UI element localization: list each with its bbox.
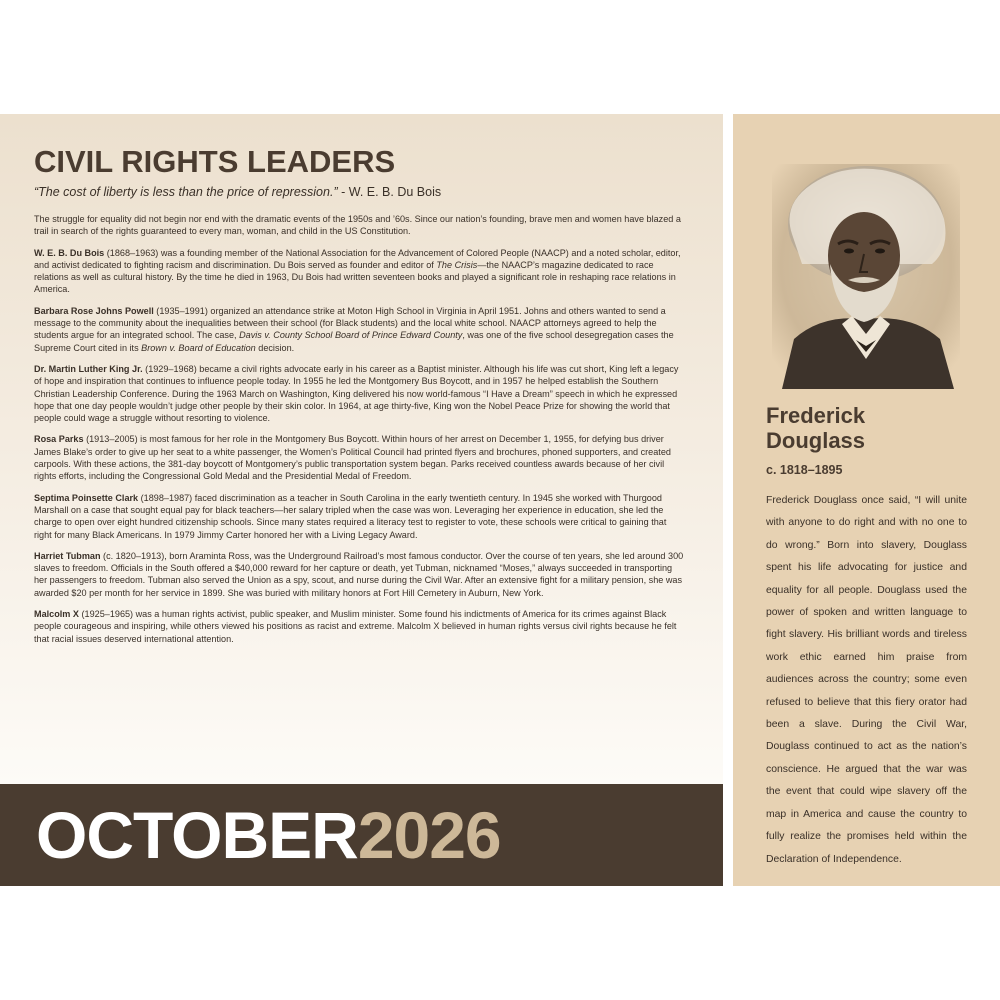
year: 2026 xyxy=(357,798,501,872)
paragraph xyxy=(34,363,684,424)
leader-name: Rosa Parks xyxy=(34,434,84,445)
italic-title: Brown v. Board of Education xyxy=(141,342,256,353)
profile-last-name: Douglass xyxy=(766,428,866,453)
paragraph-text: (1913–2005) is most famous for her role in the Montgomery Bus Boycott. Within hours of her arrest on December 1, 1955, for defying bus driver James Blake’s order to give up her seat to a white passenger, the Women’s Political Council had printed flyers and brochures, phoned supporters, and created carpools. With these actions, the 381-day boycott of Montgomery’s public transportation system began. Parks received countless awards because of her civil rights efforts, including the Congressional Gold Medal and the Presidential Medal of Freedom. xyxy=(34,434,671,482)
paragraph-text: (c. 1820–1913), born Araminta Ross, was the Underground Railroad’s most famous conductor. Over the course of ten years, she led around 300 slaves to freedom. Officials in the South offered a $40,000 reward for her capture or death, yet Tubman, nicknamed “Moses,” always succeeded in transporting her passengers to freedom. Tubman also served the Union as a spy, scout, and nurse during the Civil War. After an extensive fight for a military pension, she was awarded $20 per month for her service in 1899. She was buried with military honors at Fort Hill Cemetery in Auburn, New York. xyxy=(34,550,684,598)
quote-text: “The cost of liberty is less than the price of repression.” xyxy=(34,185,338,199)
italic-title: The Crisis xyxy=(436,259,478,270)
paragraph-text: , was one of the five school desegregation cases the Supreme Court cited in its xyxy=(34,330,674,353)
profile-bio: Frederick Douglass once said, “I will unite with anyone to do right and with no one to do wrong.” Born into slavery, Douglass spent his life advocating for justice and equality for all people. Douglass used the power of spoken and written language to fight slavery. His brilliant words and tireless work ethic earned him praise from audiences across the country; some even refused to believe that this fiery orator had been a slave. During the Civil War, Douglass continued to act as the nation’s conscience. He argued that the war was the event that could wipe slavery off the map in America and cause the country to fully realize the promises held within the Declaration of Independence. xyxy=(766,495,967,865)
profile-first-name: Frederick xyxy=(766,403,866,428)
paragraph-text: The struggle for equality did not begin nor end with the dramatic events of the 1950s and ’60s. Since our nation’s founding, brave men and women have blazed a trail in search of the rights guaranteed to every man, woman, and child in the US Constitution. xyxy=(34,214,681,237)
paragraph-text: (1898–1987) faced discrimination as a teacher in South Carolina in the early twentieth century. In 1945 she worked with Thurgood Marshall on a case that sought equal pay for black teachers—her salary tripled when the case was won. Leveraging her experience in education, she led the charge to open over eight hundred citizenship schools. Since many states required a literacy test to register to vote, these schools were critical to gaining that right for many Black Americans. In 1979 Jimmy Carter honored her with a Living Legacy Award. xyxy=(34,492,667,540)
paragraph xyxy=(34,608,684,645)
leader-name: Dr. Martin Luther King Jr. xyxy=(34,363,143,374)
profile-name xyxy=(766,403,865,453)
paragraph xyxy=(34,492,684,541)
paragraph xyxy=(34,213,684,238)
leader-name: Harriet Tubman xyxy=(34,550,101,561)
paragraph-text: —the NAACP’s magazine dedicated to race relations as well as cultural history. By the time he died in 1963, Du Bois had written seventeen books and played a significant role in reshaping race relations in America. xyxy=(34,259,676,295)
paragraph xyxy=(34,247,684,296)
portrait-illustration xyxy=(772,164,960,389)
paragraph-text: (1929–1968) became a civil rights advocate early in his career as a Baptist minister. Although his life was cut short, King left a legacy of hope and inspiration that continues to influence people today. In 1955 he led the Montgomery Bus Boycott, and in 1957 he helped establish the Southern Christian Leadership Conference. During the 1963 March on Washington, King delivered his now world-famous “I Have a Dream” speech in which he expressed hope that one day people wouldn’t judge other people by their skin color. In 1964, at age thirty-five, King won the Nobel Peace Prize for showing the world that people could wage a struggle without resorting to violence. xyxy=(34,363,679,424)
profile-dates: c. 1818–1895 xyxy=(766,463,843,477)
leader-name: Barbara Rose Johns Powell xyxy=(34,305,154,316)
leader-name: Malcolm X xyxy=(34,609,79,620)
quote-attribution: - W. E. B. Du Bois xyxy=(337,185,442,199)
quote xyxy=(34,185,694,199)
portrait-image xyxy=(772,164,960,389)
paragraph-text: (1868–1963) was a founding member of the National Association for the Advancement of Colored People (NAACP) and a noted scholar, editor, and activist dedicated to fighting racism and discrimination. Du Bois served as founder and editor of xyxy=(34,247,681,270)
paragraph-text: (1925–1965) was a human rights activist, public speaker, and Muslim minister. Some found his indictments of America for its crimes against Black people courageous and inspiring, while others viewed his positions as racist and extreme. Malcolm X believed in human rights versus civil rights because he felt that racial issues deserved international attention. xyxy=(34,609,677,644)
paragraph-text: decision. xyxy=(255,342,295,353)
leader-name: W. E. B. Du Bois xyxy=(34,247,105,258)
month-name: OCTOBER xyxy=(36,798,358,872)
paragraph xyxy=(34,305,684,354)
month-year-label xyxy=(36,796,501,874)
leader-name: Septima Poinsette Clark xyxy=(34,492,139,503)
page-title: CIVIL RIGHTS LEADERS xyxy=(34,144,396,179)
italic-title: Davis v. County School Board of Prince Edward County xyxy=(239,330,463,341)
paragraph xyxy=(34,550,684,599)
leaders-text xyxy=(34,213,684,654)
paragraph-text: (1935–1991) organized an attendance strike at Moton High School in Virginia in April 1951. Johns and others wanted to send a message to the community about the inequalities between their school (for Black students) and the local white school. NAACP attorneys agreed to help the students argue for an integrated school. The case, xyxy=(34,305,666,341)
paragraph xyxy=(34,433,684,482)
